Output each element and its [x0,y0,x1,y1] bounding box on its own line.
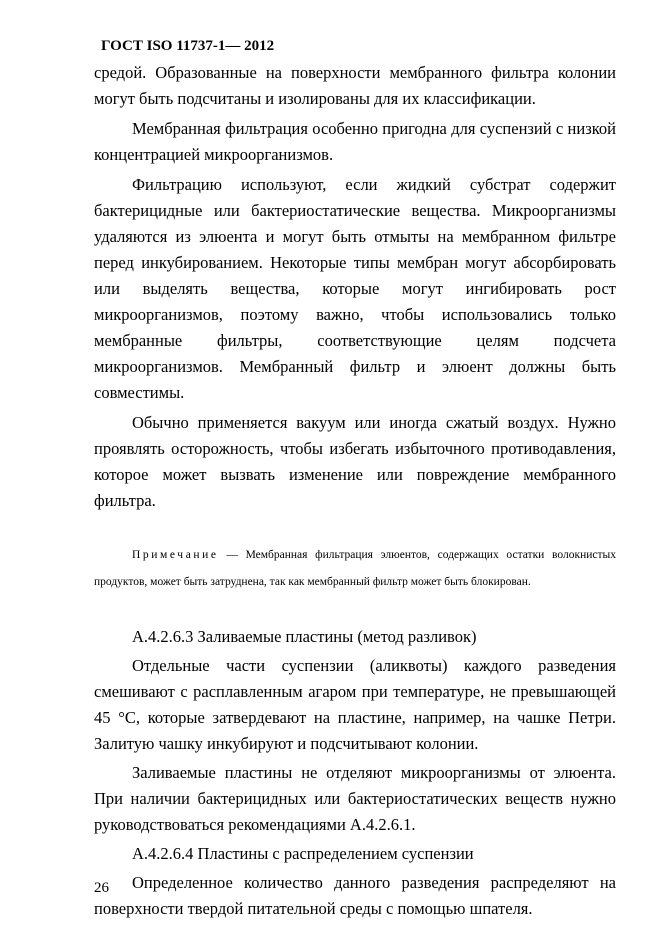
section-heading-spread-plates: А.4.2.6.4 Пластины с распределением суспензии [132,844,474,863]
paragraph-continuation: средой. Образованные на поверхности мембранного фильтра колонии могут быть подсчитаны и изолированы для их классификации. [94,63,616,108]
paragraph-spread-plates-method: Определенное количество данного разведения распределяют на поверхности твердой питательной среды с помощью шпателя. [94,873,616,918]
paragraph-pour-plates-limitation: Заливаемые пластины не отделяют микроорганизмы от элюента. При наличии бактерицидных или бактериостатических веществ нужно руководствоваться рекомендациями А.4.2.6.1. [94,763,616,834]
section-heading-pour-plates: А.4.2.6.3 Заливаемые пластины (метод разливок) [132,627,477,646]
paragraph-pour-plates-method: Отдельные части суспензии (аликвоты) каждого разведения смешивают с расплавленным агаром при температуре, не превышающей 45 °С, которые затвердевают на пластине, например, на чашке Петри. Залитую чашку инкубируют и подсчитывают колонии. [94,656,616,753]
note-label: Примечание [132,549,219,561]
note-paragraph [94,542,616,596]
document-body [94,60,616,922]
document-header: ГОСТ ISO 11737-1— 2012 [101,38,275,54]
paragraph-filtration-usage: Фильтрацию используют, если жидкий субстрат содержит бактерицидные или бактериостатические вещества. Микроорганизмы удаляются из элюента и могут быть отмыты на мембранном фильтре перед инкубированием. Некоторые типы мембран могут абсорбировать или выделять вещества, которые могут ингибировать рост микроорганизмов, поэтому важно, чтобы использовались только мембранные фильтры, соответствующие целям подсчета микроорганизмов. Мембранный фильтр и элюент должны быть совместимы. [94,175,616,402]
paragraph-vacuum: Обычно применяется вакуум или иногда сжатый воздух. Нужно проявлять осторожность, чтобы избегать избыточного противодавления, которое может вызвать изменение или повреждение мембранного фильтра. [94,413,616,510]
paragraph-membrane-filtration: Мембранная фильтрация особенно пригодна для суспензий с низкой концентрацией микроорганизмов. [94,119,616,164]
note-text: — Мембранная фильтрация элюентов, содержащих остатки волокнистых продуктов, может быть затруднена, так как мембранный фильтр может быть блокирован. [94,549,616,588]
page-number: 26 [94,880,109,896]
